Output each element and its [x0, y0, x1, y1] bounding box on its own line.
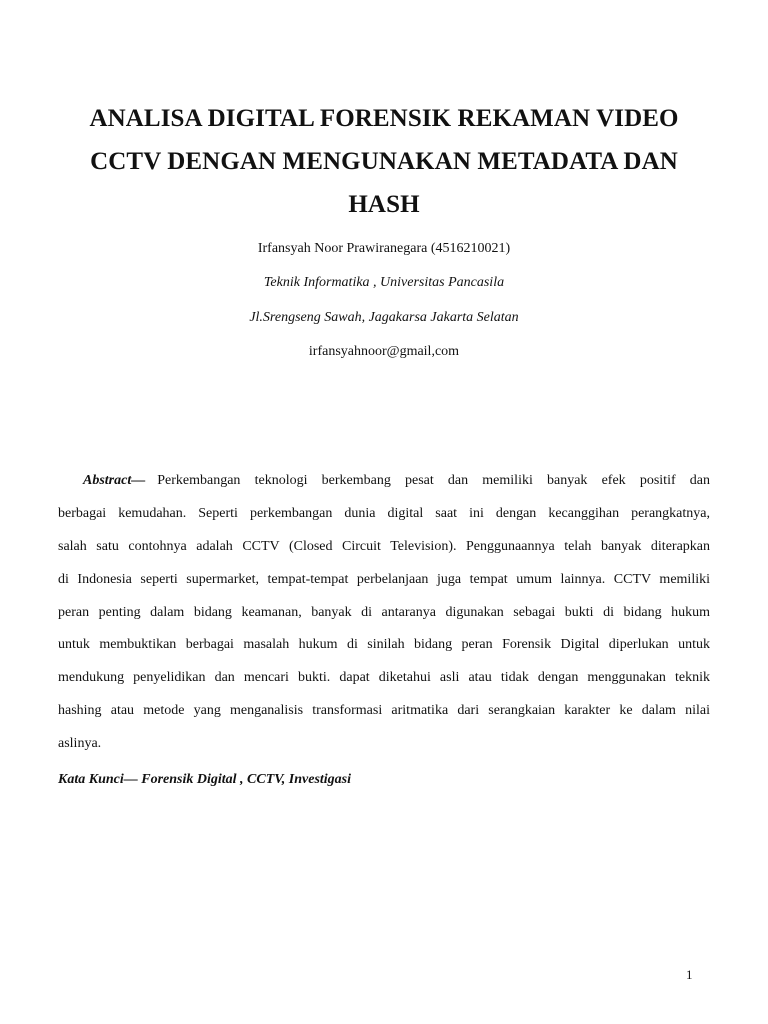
title-line-2: CCTV DENGAN MENGUNAKAN METADATA DAN	[90, 148, 678, 175]
author-address: Jl.Srengseng Sawah, Jagakarsa Jakarta Selatan	[249, 310, 519, 325]
author-affiliation: Teknik Informatika , Universitas Pancasila	[263, 275, 505, 290]
page-number: 1	[686, 967, 693, 982]
abstract-line-2: berbagai kemudahan. Seperti perkembangan dunia digital saat ini dengan kecanggihan perangkatnya,	[58, 505, 710, 521]
abstract-line-4: di Indonesia seperti supermarket, tempat-tempat perbelanjaan juga tempat umum lainnya. CCTV memiliki	[58, 571, 710, 587]
title-line-3: HASH	[348, 191, 420, 218]
abstract-line-9: aslinya.	[58, 736, 102, 752]
paper-title	[58, 97, 710, 226]
keywords: Kata Kunci— Forensik Digital , CCTV, Investigasi	[58, 772, 352, 787]
abstract-line-8: hashing atau metode yang menganalisis transformasi aritmatika dari serangkaian karakter ke dalam nilai	[58, 703, 710, 719]
abstract-line-5: peran penting dalam bidang keamanan, banyak di antaranya digunakan sebagai bukti di bidang hukum	[58, 604, 710, 620]
author-email: irfansyahnoor@gmail,com	[308, 344, 460, 359]
title-line-1: ANALISA DIGITAL FORENSIK REKAMAN VIDEO	[89, 105, 679, 132]
abstract	[58, 469, 710, 765]
abstract-line-3: salah satu contohnya adalah CCTV (Closed Circuit Television). Penggunaannya telah banyak diterapkan	[58, 538, 710, 554]
abstract-text: Perkembangan teknologi berkembang pesat dan memiliki banyak efek positif dan	[157, 473, 710, 488]
author-name: Irfansyah Noor Prawiranegara (4516210021)	[257, 241, 511, 256]
abstract-line-7: mendukung penyelidikan dan mencari bukti. dapat diketahui asli atau tidak dengan menggunakan teknik	[58, 670, 710, 686]
abstract-line-1	[58, 469, 710, 502]
abstract-line-6: untuk membuktikan berbagai masalah hukum di sinilah bidang peran Forensik Digital diperlukan untuk	[58, 637, 710, 653]
abstract-label: Abstract—	[83, 473, 146, 488]
